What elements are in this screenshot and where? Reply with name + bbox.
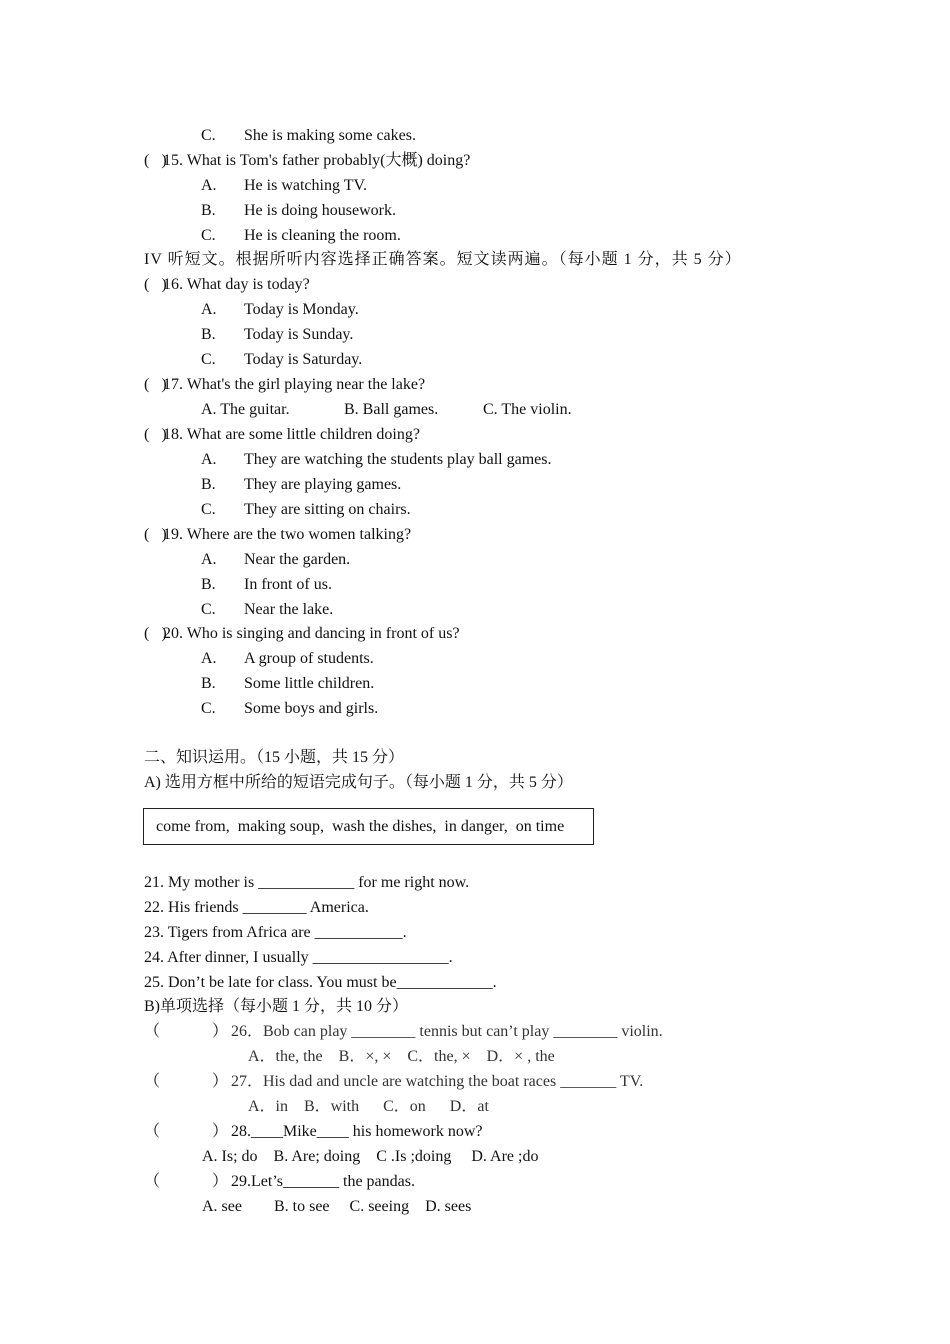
q18-option-a-letter: A. [201, 451, 217, 468]
q26-paren-close: ） [212, 1023, 229, 1040]
section4-title: IV 听短文。根据所听内容选择正确答案。短文读两遍。（每小题 1 分，共 5 分） [144, 251, 742, 268]
q26-paren-open: （ [144, 1023, 161, 1040]
partB-title: B)单项选择（每小题 1 分，共 10 分） [144, 998, 409, 1015]
q28-paren-open: （ [144, 1123, 161, 1140]
q28-options: A. Is; do B. Are; doing C .Is ;doing D. Are ;do [202, 1148, 539, 1165]
q20-paren: ( ) [144, 625, 167, 642]
q19-paren: ( ) [144, 526, 167, 543]
q14-option-c-letter: C. [201, 127, 216, 144]
q18-option-b-text: They are playing games. [244, 476, 402, 493]
q20-stem: 20. Who is singing and dancing in front of us? [163, 625, 460, 642]
q20-option-c-text: Some boys and girls. [244, 700, 379, 717]
q15-option-c-letter: C. [201, 227, 216, 244]
q15-option-b-text: He is doing housework. [244, 202, 396, 219]
q15-stem: 15. What is Tom's father probably(大概) doing? [163, 152, 471, 169]
q16-option-b-text: Today is Sunday. [244, 326, 354, 343]
q16-option-b-letter: B. [201, 326, 216, 343]
q27-options: A．in B．with C．on D．at [248, 1098, 489, 1115]
q17-option-b: B. Ball games. [344, 401, 439, 418]
q27-paren-open: （ [144, 1073, 161, 1090]
q16-stem: 16. What day is today? [163, 276, 310, 293]
phrase-box-text: come from, making soup, wash the dishes, in danger, on time [156, 818, 565, 835]
q29-paren-open: （ [144, 1173, 161, 1190]
q20-option-b-letter: B. [201, 675, 216, 692]
q26-options: A．the, the B．×, × C．the, × D．× , the [248, 1048, 555, 1065]
q29-options: A. see B. to see C. seeing D. sees [202, 1198, 472, 1215]
q19-option-c-letter: C. [201, 601, 216, 618]
fill-25: 25. Don’t be late for class. You must be____________. [144, 974, 497, 991]
q15-option-a-text: He is watching TV. [244, 177, 367, 194]
fill-21: 21. My mother is ____________ for me right now. [144, 874, 470, 891]
q17-option-c: C. The violin. [483, 401, 572, 418]
q19-option-b-text: In front of us. [244, 576, 332, 593]
q16-option-c-letter: C. [201, 351, 216, 368]
q18-stem: 18. What are some little children doing? [163, 426, 420, 443]
q20-option-b-text: Some little children. [244, 675, 375, 692]
q19-option-a-letter: A. [201, 551, 217, 568]
q19-stem: 19. Where are the two women talking? [163, 526, 412, 543]
q15-option-b-letter: B. [201, 202, 216, 219]
q20-option-a-text: A group of students. [244, 650, 374, 667]
q19-option-c-text: Near the lake. [244, 601, 334, 618]
fill-23: 23. Tigers from Africa are ___________. [144, 924, 407, 941]
q15-paren: ( ) [144, 152, 167, 169]
part2-title: 二、知识运用。（15 小题，共 15 分） [144, 749, 405, 766]
q27-stem: 27．His dad and uncle are watching the boat races _______ TV. [231, 1073, 644, 1090]
fill-24: 24. After dinner, I usually _________________. [144, 949, 453, 966]
q19-option-a-text: Near the garden. [244, 551, 351, 568]
q29-paren-close: ） [212, 1173, 229, 1190]
q20-option-c-letter: C. [201, 700, 216, 717]
q18-option-a-text: They are watching the students play ball games. [244, 451, 552, 468]
q20-option-a-letter: A. [201, 650, 217, 667]
q16-option-c-text: Today is Saturday. [244, 351, 363, 368]
q27-paren-close: ） [212, 1073, 229, 1090]
q16-option-a-text: Today is Monday. [244, 301, 359, 318]
q18-paren: ( ) [144, 426, 167, 443]
q18-option-c-letter: C. [201, 501, 216, 518]
partA-title: A) 选用方框中所给的短语完成句子。（每小题 1 分，共 5 分） [144, 774, 573, 791]
fill-22: 22. His friends ________ America. [144, 899, 369, 916]
q17-paren: ( ) [144, 376, 167, 393]
q26-stem: 26．Bob can play ________ tennis but can’t play ________ violin. [231, 1023, 663, 1040]
q16-option-a-letter: A. [201, 301, 217, 318]
q17-stem: 17. What's the girl playing near the lake? [163, 376, 426, 393]
q15-option-a-letter: A. [201, 177, 217, 194]
q19-option-b-letter: B. [201, 576, 216, 593]
q15-option-c-text: He is cleaning the room. [244, 227, 401, 244]
q17-option-a: A. The guitar. [201, 401, 290, 418]
q18-option-b-letter: B. [201, 476, 216, 493]
q18-option-c-text: They are sitting on chairs. [244, 501, 411, 518]
q28-stem: 28.____Mike____ his homework now? [231, 1123, 483, 1140]
q29-stem: 29.Let’s_______ the pandas. [231, 1173, 415, 1190]
phrase-box [143, 808, 594, 845]
q16-paren: ( ) [144, 276, 167, 293]
q14-option-c-text: She is making some cakes. [244, 127, 416, 144]
q28-paren-close: ） [212, 1123, 229, 1140]
